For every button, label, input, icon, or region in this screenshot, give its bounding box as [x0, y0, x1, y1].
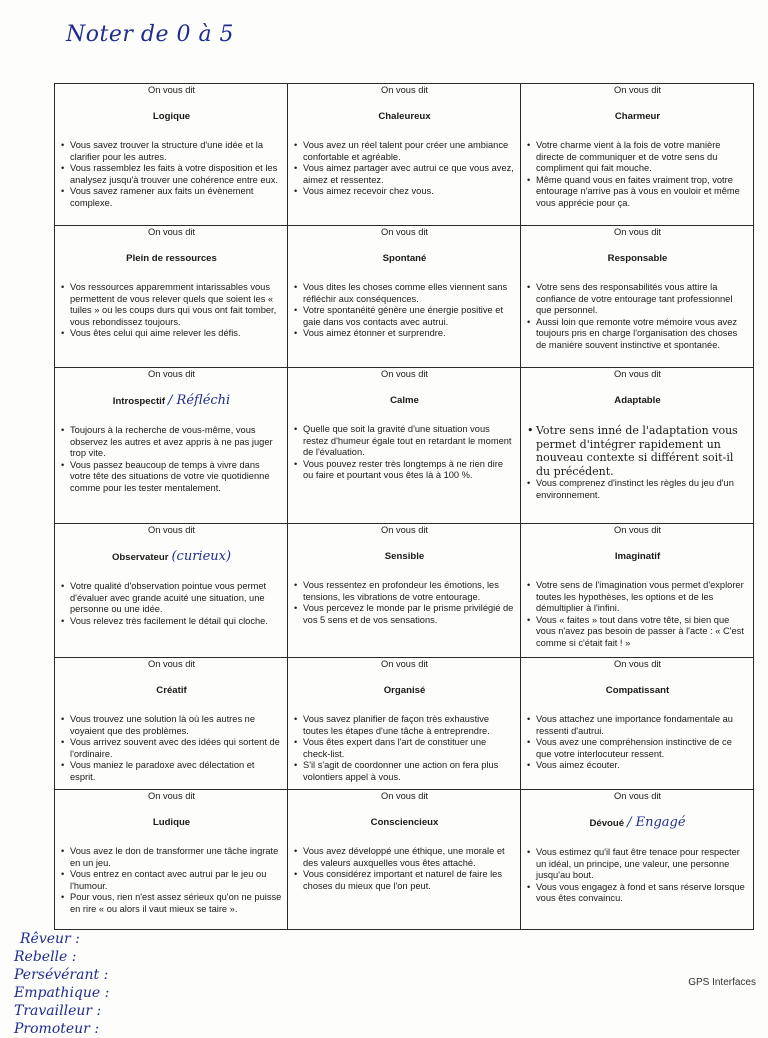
quality-description-list: [61, 282, 282, 340]
quality-title: [61, 392, 282, 408]
quality-description-item: • Vous savez trouver la structure d'une idée et la clarifier pour les autres.: [61, 140, 282, 163]
quality-cell: [521, 790, 754, 930]
quality-description-list: [527, 282, 748, 351]
quality-cell: [55, 84, 288, 226]
quality-description-item: • Vous aimez recevoir chez vous.: [294, 186, 515, 198]
quality-cell: [521, 658, 754, 790]
quality-description-list: [294, 714, 515, 783]
quality-description-item: • Vous vous engagez à fond et sans réserve lorsque vous êtes convaincu.: [527, 882, 748, 905]
grid-row: [55, 84, 754, 226]
quality-description-list: [61, 140, 282, 209]
quality-description-item: • Vous relevez très facilement le détail qui cloche.: [61, 616, 282, 628]
quality-description-item: • Vous maniez le paradoxe avec délectation et esprit.: [61, 760, 282, 783]
quality-cell: [55, 790, 288, 930]
quality-description-item: • Votre spontanéité génère une énergie positive et gaie dans vos contacts avec autrui.: [294, 305, 515, 328]
quality-title: [527, 551, 748, 563]
quality-description-item: • Vous savez planifier de façon très exhaustive toutes les étapes d'une tâche à entreprendre.: [294, 714, 515, 737]
cell-intro-label: On vous dit: [380, 85, 429, 95]
cell-intro-label: On vous dit: [147, 525, 196, 535]
quality-title: [61, 817, 282, 829]
quality-title: [527, 685, 748, 697]
cell-intro-label: On vous dit: [380, 369, 429, 379]
quality-title-text: Imaginatif: [614, 550, 661, 562]
quality-description-item: • Vous ressentez en profondeur les émotions, les tensions, les vibrations de votre entourage.: [294, 580, 515, 603]
quality-title-text: Responsable: [607, 252, 668, 264]
quality-description-item: • Vous passez beaucoup de temps à vivre dans votre tête des situations de votre vie quotidienne comme pour les tester mentalement.: [61, 460, 282, 495]
quality-description-item: • Vous savez ramener aux faits un évènement complexe.: [61, 186, 282, 209]
quality-description-item: • Vous entrez en contact avec autrui par le jeu ou l'humour.: [61, 869, 282, 892]
cell-intro-label: On vous dit: [613, 659, 662, 669]
quality-title-text: Chaleureux: [378, 110, 431, 122]
quality-title-text: Logique: [152, 110, 191, 122]
quality-description-item: • Vous aimez partager avec autrui ce que vous avez, aimez et ressentez.: [294, 163, 515, 186]
quality-description-item: • Même quand vous en faites vraiment trop, votre entourage n'arrive pas à vous en vouloir et même vous apprécie pour ça.: [527, 175, 748, 210]
quality-description-item: • Vous dites les choses comme elles viennent sans réfléchir aux conséquences.: [294, 282, 515, 305]
cell-intro-label: On vous dit: [147, 659, 196, 669]
quality-title-text: Calme: [390, 394, 419, 406]
qualities-grid: [54, 83, 754, 930]
grid-row: [55, 524, 754, 658]
cell-intro-label: On vous dit: [380, 227, 429, 237]
quality-description-item: • Votre sens des responsabilités vous attire la confiance de votre entourage tant professionnel que personnel.: [527, 282, 748, 317]
handwritten-annotation: / Réfléchi: [168, 392, 231, 408]
quality-title: [61, 548, 282, 564]
handwritten-list-item: Rebelle :: [14, 949, 77, 965]
quality-description-item: • Vous êtes expert dans l'art de constituer une check-list.: [294, 737, 515, 760]
quality-cell: [288, 790, 521, 930]
quality-title-text: Spontané: [382, 252, 427, 264]
quality-title: [61, 685, 282, 697]
quality-title: [294, 551, 515, 563]
quality-title: [527, 111, 748, 123]
quality-description-item: • Vous avez une compréhension instinctive de ce que votre interlocuteur ressent.: [527, 737, 748, 760]
quality-title: [294, 685, 515, 697]
quality-title-text: Compatissant: [605, 684, 670, 696]
quality-cell: [288, 84, 521, 226]
quality-description-item: • Vous rassemblez les faits à votre disposition et les analysez jusqu'à trouver une cohérence entre eux.: [61, 163, 282, 186]
quality-description-item: • Vous estimez qu'il faut être tenace pour respecter un idéal, un principe, une valeur, une personne jusqu'au bout.: [527, 847, 748, 882]
handwritten-annotation: / Engagé: [627, 814, 686, 830]
quality-description-item: • Votre sens inné de l'adaptation vous permet d'intégrer rapidement un nouveau contexte si différent soit-il du précédent.: [527, 424, 748, 478]
quality-title: [527, 395, 748, 407]
quality-cell: [521, 84, 754, 226]
quality-description-item: • Vos ressources apparemment intarissables vous permettent de vous relever quels que soient les « tuiles » ou les coups durs qui vous ont fait tomber, vous rebondissez toujours.: [61, 282, 282, 328]
quality-description-item: • Vous arrivez souvent avec des idées qui sortent de l'ordinaire.: [61, 737, 282, 760]
handwritten-title-note: Noter de 0 à 5: [66, 22, 235, 47]
quality-description-list: [294, 424, 515, 482]
quality-title-text: Dévoué: [589, 817, 625, 829]
quality-title-text: Créatif: [156, 684, 187, 696]
cell-intro-label: On vous dit: [147, 369, 196, 379]
quality-description-item: • Vous aimez écouter.: [527, 760, 748, 772]
quality-description-list: [527, 847, 748, 905]
quality-cell: [521, 226, 754, 368]
quality-description-item: • Vous considérez important et naturel de faire les choses du mieux que l'on peut.: [294, 869, 515, 892]
handwritten-annotation: (curieux): [171, 548, 232, 564]
quality-title: [294, 253, 515, 265]
grid-row: [55, 658, 754, 790]
quality-description-list: [61, 846, 282, 915]
quality-description-list: [61, 425, 282, 494]
quality-cell: [288, 658, 521, 790]
quality-description-list: [294, 846, 515, 892]
quality-title-text: Adaptable: [614, 394, 661, 406]
quality-title-text: Charmeur: [614, 110, 661, 122]
cell-intro-label: On vous dit: [380, 525, 429, 535]
quality-description-list: [527, 580, 748, 649]
quality-cell: [521, 368, 754, 524]
quality-title-text: Sensible: [384, 550, 425, 562]
quality-description-item: • Toujours à la recherche de vous-même, vous observez les autres et avez appris à ne pas juger trop vite.: [61, 425, 282, 460]
footer-label: GPS Interfaces: [688, 977, 756, 988]
quality-cell: [288, 524, 521, 658]
quality-cell: [288, 226, 521, 368]
quality-title-text: Ludique: [152, 816, 191, 828]
quality-description-item: • Vous pouvez rester très longtemps à ne rien dire ou faire et pourtant vous êtes là à 100 %.: [294, 459, 515, 482]
cell-intro-label: On vous dit: [380, 659, 429, 669]
quality-description-item: • Vous avez développé une éthique, une morale et des valeurs auxquelles vous êtes attaché.: [294, 846, 515, 869]
cell-intro-label: On vous dit: [380, 791, 429, 801]
quality-description-item: • Vous percevez le monde par le prisme privilégié de vos 5 sens et de vos sensations.: [294, 603, 515, 626]
handwritten-list-item: Promoteur :: [14, 1021, 100, 1037]
quality-description-item: • Vous « faites » tout dans votre tête, si bien que vous n'avez pas besoin de passer à l'acte : « C'est comme si c'était fait ! »: [527, 615, 748, 650]
quality-description-item: • Pour vous, rien n'est assez sérieux qu'on ne puisse en rire « ou alors il vaut mieux se taire ».: [61, 892, 282, 915]
cell-intro-label: On vous dit: [613, 369, 662, 379]
quality-description-item: • Vous êtes celui qui aime relever les défis.: [61, 328, 282, 340]
grid-row: [55, 368, 754, 524]
quality-title-text: Observateur: [111, 551, 169, 563]
quality-cell: [55, 658, 288, 790]
quality-title: [61, 111, 282, 123]
quality-title-text: Introspectif: [112, 395, 166, 407]
quality-title-text: Consciencieux: [370, 816, 439, 828]
quality-title: [294, 395, 515, 407]
quality-description-item: • Votre sens de l'imagination vous permet d'explorer toutes les hypothèses, les options et de les démultiplier à l'infini.: [527, 580, 748, 615]
quality-description-list: [527, 140, 748, 209]
quality-title-text: Organisé: [383, 684, 426, 696]
quality-cell: [55, 368, 288, 524]
grid-row: [55, 790, 754, 930]
quality-title: [294, 111, 515, 123]
quality-description-list: [61, 581, 282, 627]
quality-description-list: [61, 714, 282, 783]
quality-description-item: • Aussi loin que remonte votre mémoire vous avez toujours pris en charge l'organisation des choses de manière souvent instinctive et spontanée.: [527, 317, 748, 352]
handwritten-list-item: Persévérant :: [14, 967, 109, 983]
cell-intro-label: On vous dit: [613, 791, 662, 801]
quality-description-list: [527, 714, 748, 772]
handwritten-extra-list: [14, 930, 109, 1038]
quality-description-list: [527, 424, 748, 501]
quality-title: [527, 253, 748, 265]
quality-title: [294, 817, 515, 829]
cell-intro-label: On vous dit: [613, 85, 662, 95]
cell-intro-label: On vous dit: [613, 227, 662, 237]
cell-intro-label: On vous dit: [147, 85, 196, 95]
quality-description-item: • Vous attachez une importance fondamentale au ressenti d'autrui.: [527, 714, 748, 737]
handwritten-list-item: Travailleur :: [14, 1003, 102, 1019]
quality-description-item: • Vous avez le don de transformer une tâche ingrate en un jeu.: [61, 846, 282, 869]
quality-cell: [55, 524, 288, 658]
quality-description-item: • Vous trouvez une solution là où les autres ne voyaient que des problèmes.: [61, 714, 282, 737]
quality-description-item: • Vous aimez étonner et surprendre.: [294, 328, 515, 340]
quality-description-list: [294, 282, 515, 340]
quality-cell: [55, 226, 288, 368]
cell-intro-label: On vous dit: [147, 227, 196, 237]
quality-description-list: [294, 140, 515, 198]
quality-description-item: • Votre qualité d'observation pointue vous permet d'évaluer avec grande acuité une situation, une personne ou une idée.: [61, 581, 282, 616]
quality-cell: [288, 368, 521, 524]
quality-description-item: • Votre charme vient à la fois de votre manière directe de communiquer et de votre sens du compliment qui fait mouche.: [527, 140, 748, 175]
quality-description-item: • S'il s'agit de coordonner une action on fera plus volontiers appel à vous.: [294, 760, 515, 783]
quality-cell: [521, 524, 754, 658]
quality-description-list: [294, 580, 515, 626]
quality-description-item: • Vous avez un réel talent pour créer une ambiance confortable et agréable.: [294, 140, 515, 163]
cell-intro-label: On vous dit: [147, 791, 196, 801]
quality-title: [527, 814, 748, 830]
cell-intro-label: On vous dit: [613, 525, 662, 535]
quality-title-text: Plein de ressources: [126, 252, 217, 264]
quality-description-item: • Vous comprenez d'instinct les règles du jeu d'un environnement.: [527, 478, 748, 501]
quality-description-item: • Quelle que soit la gravité d'une situation vous restez d'humeur égale tout en retardant le moment de l'évaluation.: [294, 424, 515, 459]
quality-title: [61, 253, 282, 265]
handwritten-list-item: Rêveur :: [20, 931, 80, 947]
handwritten-list-item: Empathique :: [14, 985, 110, 1001]
grid-row: [55, 226, 754, 368]
